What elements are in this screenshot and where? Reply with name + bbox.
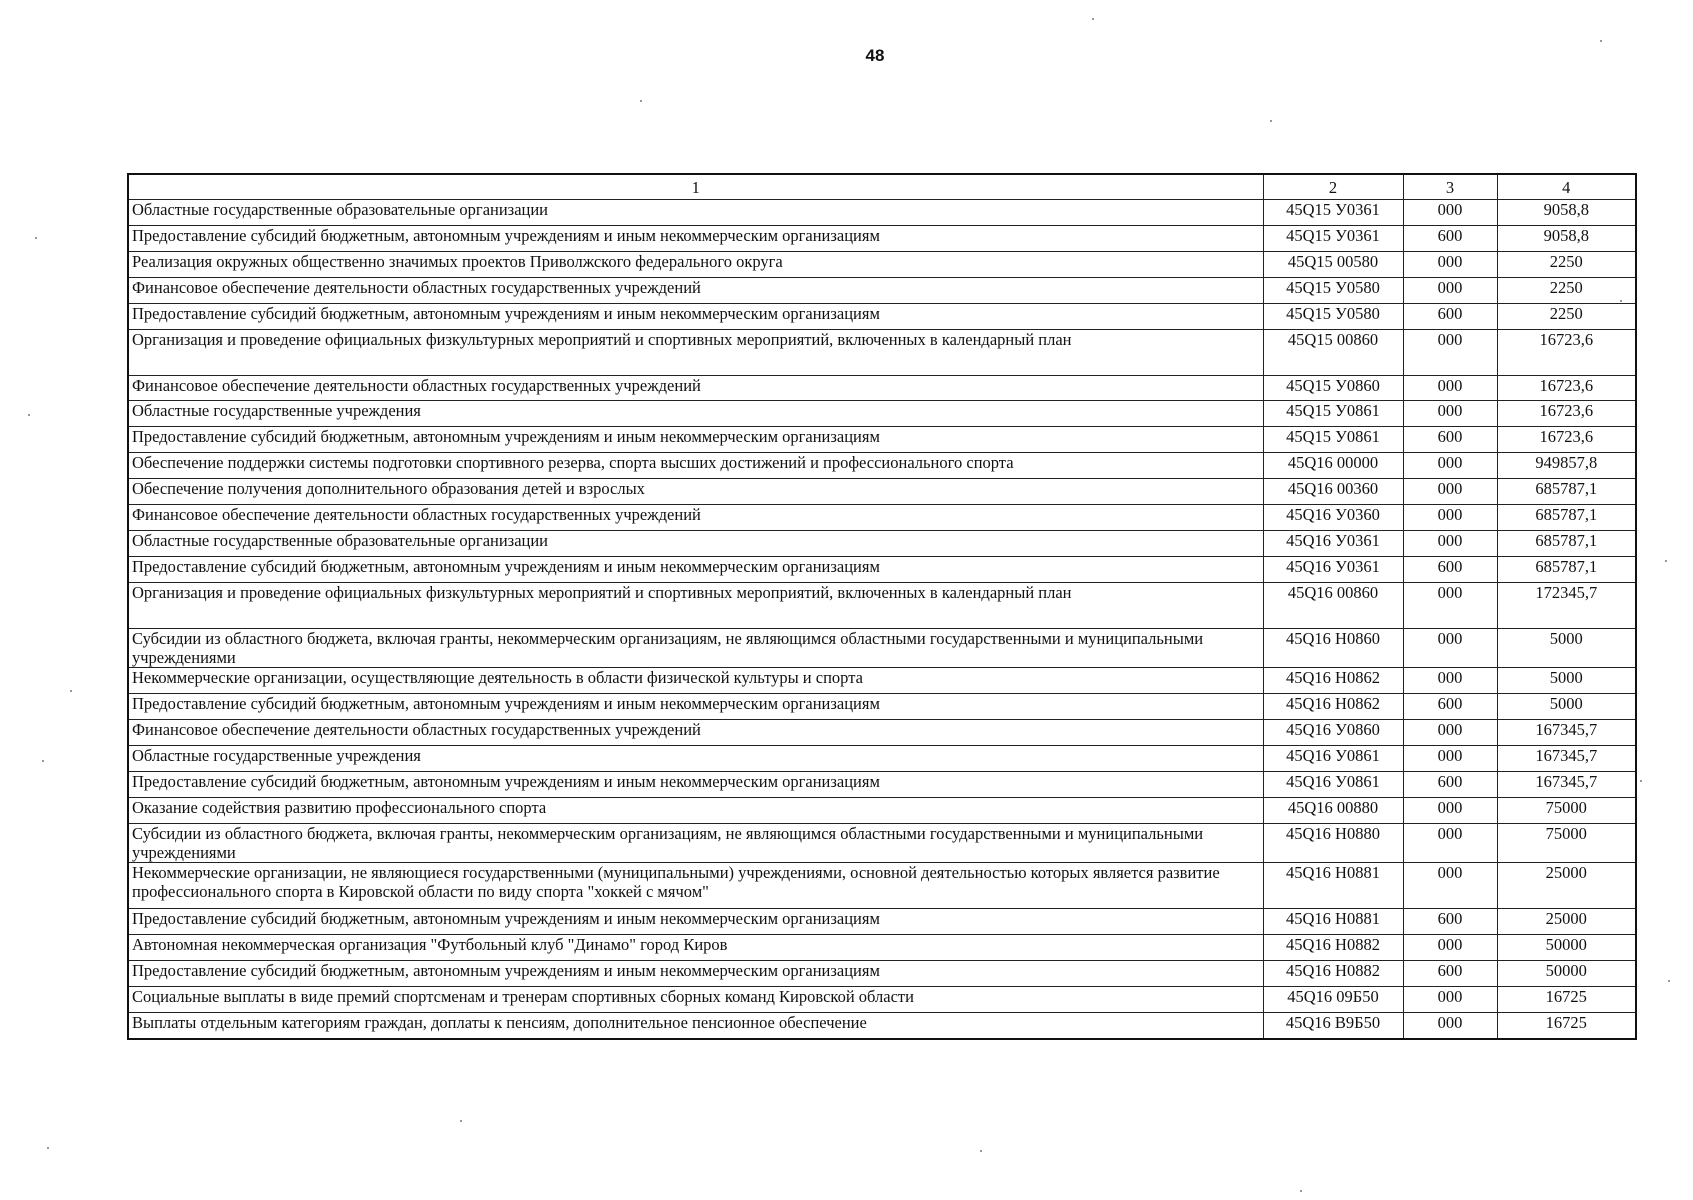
row-code-cell: 45Q16 У0361 (1263, 531, 1403, 557)
row-name-cell: Предоставление субсидий бюджетным, автономным учреждениям и иным некоммерческим организациям (128, 427, 1263, 453)
row-name-cell: Областные государственные образовательные организации (128, 531, 1263, 557)
scan-speck (1300, 1190, 1302, 1192)
page-number: 48 (865, 46, 885, 65)
table-row (128, 629, 1636, 668)
table-row (128, 479, 1636, 505)
header-cell-amount: 4 (1497, 174, 1636, 200)
row-amount-cell: 25000 (1497, 863, 1636, 909)
scan-speck (28, 414, 30, 416)
scan-speck (47, 1147, 49, 1149)
table-row (128, 772, 1636, 798)
row-amount-cell: 167345,7 (1497, 720, 1636, 746)
header-cell-kind: 3 (1403, 174, 1497, 200)
row-name-cell: Субсидии из областного бюджета, включая гранты, некоммерческим организациям, не являющимся областными государственными и муниципальными учреждениями (128, 824, 1263, 863)
row-name-cell: Предоставление субсидий бюджетным, автономным учреждениям и иным некоммерческим организациям (128, 557, 1263, 583)
row-kind-cell: 000 (1403, 453, 1497, 479)
row-name-cell: Финансовое обеспечение деятельности областных государственных учреждений (128, 376, 1263, 401)
row-name-cell: Автономная некоммерческая организация "Футбольный клуб "Динамо" город Киров (128, 935, 1263, 961)
row-code-cell: 45Q16 Н0881 (1263, 863, 1403, 909)
table-row (128, 304, 1636, 330)
row-name-cell: Областные государственные учреждения (128, 746, 1263, 772)
scan-speck (70, 690, 72, 692)
row-code-cell: 45Q16 У0360 (1263, 505, 1403, 531)
row-amount-cell: 167345,7 (1497, 772, 1636, 798)
row-kind-cell: 000 (1403, 252, 1497, 278)
row-kind-cell: 600 (1403, 304, 1497, 330)
row-code-cell: 45Q16 Н0882 (1263, 961, 1403, 987)
row-name-cell: Организация и проведение официальных физкультурных мероприятий и спортивных мероприятий, включенных в календарный план (128, 583, 1263, 629)
row-kind-cell: 600 (1403, 694, 1497, 720)
table-row (128, 278, 1636, 304)
row-code-cell: 45Q16 У0861 (1263, 772, 1403, 798)
row-kind-cell: 000 (1403, 824, 1497, 863)
table-row (128, 935, 1636, 961)
row-amount-cell: 2250 (1497, 278, 1636, 304)
row-kind-cell: 000 (1403, 583, 1497, 629)
scan-speck (1620, 300, 1622, 302)
scan-speck (640, 100, 642, 102)
row-amount-cell: 685787,1 (1497, 531, 1636, 557)
table-row (128, 961, 1636, 987)
row-amount-cell: 172345,7 (1497, 583, 1636, 629)
row-amount-cell: 75000 (1497, 824, 1636, 863)
row-code-cell: 45Q16 Н0862 (1263, 668, 1403, 694)
row-kind-cell: 000 (1403, 200, 1497, 226)
table-row (128, 909, 1636, 935)
row-kind-cell: 000 (1403, 987, 1497, 1013)
row-code-cell: 45Q15 У0580 (1263, 304, 1403, 330)
scan-speck (1270, 120, 1272, 122)
table-row (128, 746, 1636, 772)
row-kind-cell: 600 (1403, 909, 1497, 935)
row-code-cell: 45Q16 У0361 (1263, 557, 1403, 583)
row-kind-cell: 600 (1403, 226, 1497, 252)
table-row (128, 252, 1636, 278)
table-row (128, 987, 1636, 1013)
row-code-cell: 45Q16 Н0880 (1263, 824, 1403, 863)
row-name-cell: Предоставление субсидий бюджетным, автономным учреждениям и иным некоммерческим организациям (128, 772, 1263, 798)
row-amount-cell: 685787,1 (1497, 479, 1636, 505)
row-code-cell: 45Q15 У0860 (1263, 376, 1403, 401)
row-kind-cell: 000 (1403, 376, 1497, 401)
scan-speck (1640, 780, 1642, 782)
table-row (128, 668, 1636, 694)
row-kind-cell: 000 (1403, 720, 1497, 746)
row-code-cell: 45Q15 00860 (1263, 330, 1403, 376)
row-name-cell: Субсидии из областного бюджета, включая гранты, некоммерческим организациям, не являющимся областными государственными и муниципальными учреждениями (128, 629, 1263, 668)
budget-table (127, 173, 1637, 1040)
row-name-cell: Оказание содействия развитию профессионального спорта (128, 798, 1263, 824)
row-kind-cell: 000 (1403, 863, 1497, 909)
row-amount-cell: 685787,1 (1497, 557, 1636, 583)
row-code-cell: 45Q15 00580 (1263, 252, 1403, 278)
row-name-cell: Реализация окружных общественно значимых проектов Приволжского федерального округа (128, 252, 1263, 278)
row-code-cell: 45Q15 У0861 (1263, 401, 1403, 427)
row-code-cell: 45Q16 09Б50 (1263, 987, 1403, 1013)
row-amount-cell: 2250 (1497, 252, 1636, 278)
table-row (128, 798, 1636, 824)
row-kind-cell: 000 (1403, 629, 1497, 668)
row-amount-cell: 25000 (1497, 909, 1636, 935)
scan-speck (980, 1150, 982, 1152)
row-kind-cell: 600 (1403, 961, 1497, 987)
table-row (128, 531, 1636, 557)
row-name-cell: Областные государственные учреждения (128, 401, 1263, 427)
row-amount-cell: 16723,6 (1497, 401, 1636, 427)
row-name-cell: Предоставление субсидий бюджетным, автономным учреждениям и иным некоммерческим организациям (128, 961, 1263, 987)
table-row (128, 557, 1636, 583)
row-amount-cell: 5000 (1497, 629, 1636, 668)
row-name-cell: Предоставление субсидий бюджетным, автономным учреждениям и иным некоммерческим организациям (128, 304, 1263, 330)
row-amount-cell: 2250 (1497, 304, 1636, 330)
table-row (128, 505, 1636, 531)
row-name-cell: Предоставление субсидий бюджетным, автономным учреждениям и иным некоммерческим организациям (128, 909, 1263, 935)
row-code-cell: 45Q16 Н0881 (1263, 909, 1403, 935)
row-kind-cell: 000 (1403, 1013, 1497, 1040)
row-amount-cell: 16723,6 (1497, 427, 1636, 453)
row-amount-cell: 16723,6 (1497, 330, 1636, 376)
table-row (128, 694, 1636, 720)
table-row (128, 824, 1636, 863)
row-kind-cell: 000 (1403, 746, 1497, 772)
row-code-cell: 45Q16 00880 (1263, 798, 1403, 824)
row-name-cell: Финансовое обеспечение деятельности областных государственных учреждений (128, 278, 1263, 304)
scan-speck (1665, 560, 1667, 562)
table-row (128, 583, 1636, 629)
row-amount-cell: 16725 (1497, 987, 1636, 1013)
row-amount-cell: 9058,8 (1497, 200, 1636, 226)
row-code-cell: 45Q16 Н0862 (1263, 694, 1403, 720)
row-code-cell: 45Q16 В9Б50 (1263, 1013, 1403, 1040)
row-name-cell: Финансовое обеспечение деятельности областных государственных учреждений (128, 720, 1263, 746)
table-row (128, 1013, 1636, 1040)
row-kind-cell: 000 (1403, 330, 1497, 376)
row-kind-cell: 000 (1403, 668, 1497, 694)
table-row (128, 330, 1636, 376)
row-amount-cell: 50000 (1497, 935, 1636, 961)
row-amount-cell: 50000 (1497, 961, 1636, 987)
row-code-cell: 45Q16 У0861 (1263, 746, 1403, 772)
row-code-cell: 45Q16 У0860 (1263, 720, 1403, 746)
row-kind-cell: 000 (1403, 935, 1497, 961)
table-row (128, 863, 1636, 909)
row-kind-cell: 600 (1403, 427, 1497, 453)
row-kind-cell: 000 (1403, 278, 1497, 304)
row-amount-cell: 5000 (1497, 668, 1636, 694)
row-name-cell: Финансовое обеспечение деятельности областных государственных учреждений (128, 505, 1263, 531)
scan-speck (460, 1120, 462, 1122)
row-code-cell: 45Q15 У0580 (1263, 278, 1403, 304)
row-name-cell: Областные государственные образовательные организации (128, 200, 1263, 226)
row-code-cell: 45Q15 У0861 (1263, 427, 1403, 453)
row-kind-cell: 000 (1403, 401, 1497, 427)
row-code-cell: 45Q16 00360 (1263, 479, 1403, 505)
row-code-cell: 45Q16 00000 (1263, 453, 1403, 479)
row-name-cell: Некоммерческие организации, осуществляющие деятельность в области физической культуры и спорта (128, 668, 1263, 694)
row-kind-cell: 000 (1403, 798, 1497, 824)
row-name-cell: Выплаты отдельным категориям граждан, доплаты к пенсиям, дополнительное пенсионное обеспечение (128, 1013, 1263, 1040)
row-name-cell: Обеспечение поддержки системы подготовки спортивного резерва, спорта высших достижений и профессионального спорта (128, 453, 1263, 479)
row-amount-cell: 167345,7 (1497, 746, 1636, 772)
row-amount-cell: 16725 (1497, 1013, 1636, 1040)
scan-speck (1092, 18, 1094, 20)
row-amount-cell: 9058,8 (1497, 226, 1636, 252)
row-code-cell: 45Q15 У0361 (1263, 200, 1403, 226)
table-row (128, 427, 1636, 453)
scan-speck (1668, 980, 1670, 982)
row-amount-cell: 75000 (1497, 798, 1636, 824)
row-name-cell: Предоставление субсидий бюджетным, автономным учреждениям и иным некоммерческим организациям (128, 226, 1263, 252)
table-row (128, 453, 1636, 479)
row-amount-cell: 949857,8 (1497, 453, 1636, 479)
table-row (128, 200, 1636, 226)
table-body (128, 200, 1636, 1040)
row-code-cell: 45Q15 У0361 (1263, 226, 1403, 252)
row-code-cell: 45Q16 Н0882 (1263, 935, 1403, 961)
row-name-cell: Некоммерческие организации, не являющиеся государственными (муниципальными) учреждениями, основной деятельностью которых является развитие профессионального спорта в Кировской области по виду спорта "хоккей с мячом" (128, 863, 1263, 909)
row-code-cell: 45Q16 Н0860 (1263, 629, 1403, 668)
row-kind-cell: 000 (1403, 505, 1497, 531)
table-row (128, 376, 1636, 401)
table-row (128, 226, 1636, 252)
row-kind-cell: 600 (1403, 772, 1497, 798)
row-amount-cell: 16723,6 (1497, 376, 1636, 401)
scan-speck (1600, 40, 1602, 42)
header-cell-code: 2 (1263, 174, 1403, 200)
row-kind-cell: 000 (1403, 479, 1497, 505)
header-row (128, 174, 1636, 200)
row-name-cell: Социальные выплаты в виде премий спортсменам и тренерам спортивных сборных команд Кировской области (128, 987, 1263, 1013)
header-cell-name: 1 (128, 174, 1263, 200)
scan-speck (35, 237, 37, 239)
row-name-cell: Обеспечение получения дополнительного образования детей и взрослых (128, 479, 1263, 505)
table-row (128, 401, 1636, 427)
table-row (128, 720, 1636, 746)
row-kind-cell: 000 (1403, 531, 1497, 557)
row-code-cell: 45Q16 00860 (1263, 583, 1403, 629)
scan-speck (42, 760, 44, 762)
row-kind-cell: 600 (1403, 557, 1497, 583)
row-amount-cell: 685787,1 (1497, 505, 1636, 531)
row-name-cell: Предоставление субсидий бюджетным, автономным учреждениям и иным некоммерческим организациям (128, 694, 1263, 720)
row-amount-cell: 5000 (1497, 694, 1636, 720)
row-name-cell: Организация и проведение официальных физкультурных мероприятий и спортивных мероприятий, включенных в календарный план (128, 330, 1263, 376)
